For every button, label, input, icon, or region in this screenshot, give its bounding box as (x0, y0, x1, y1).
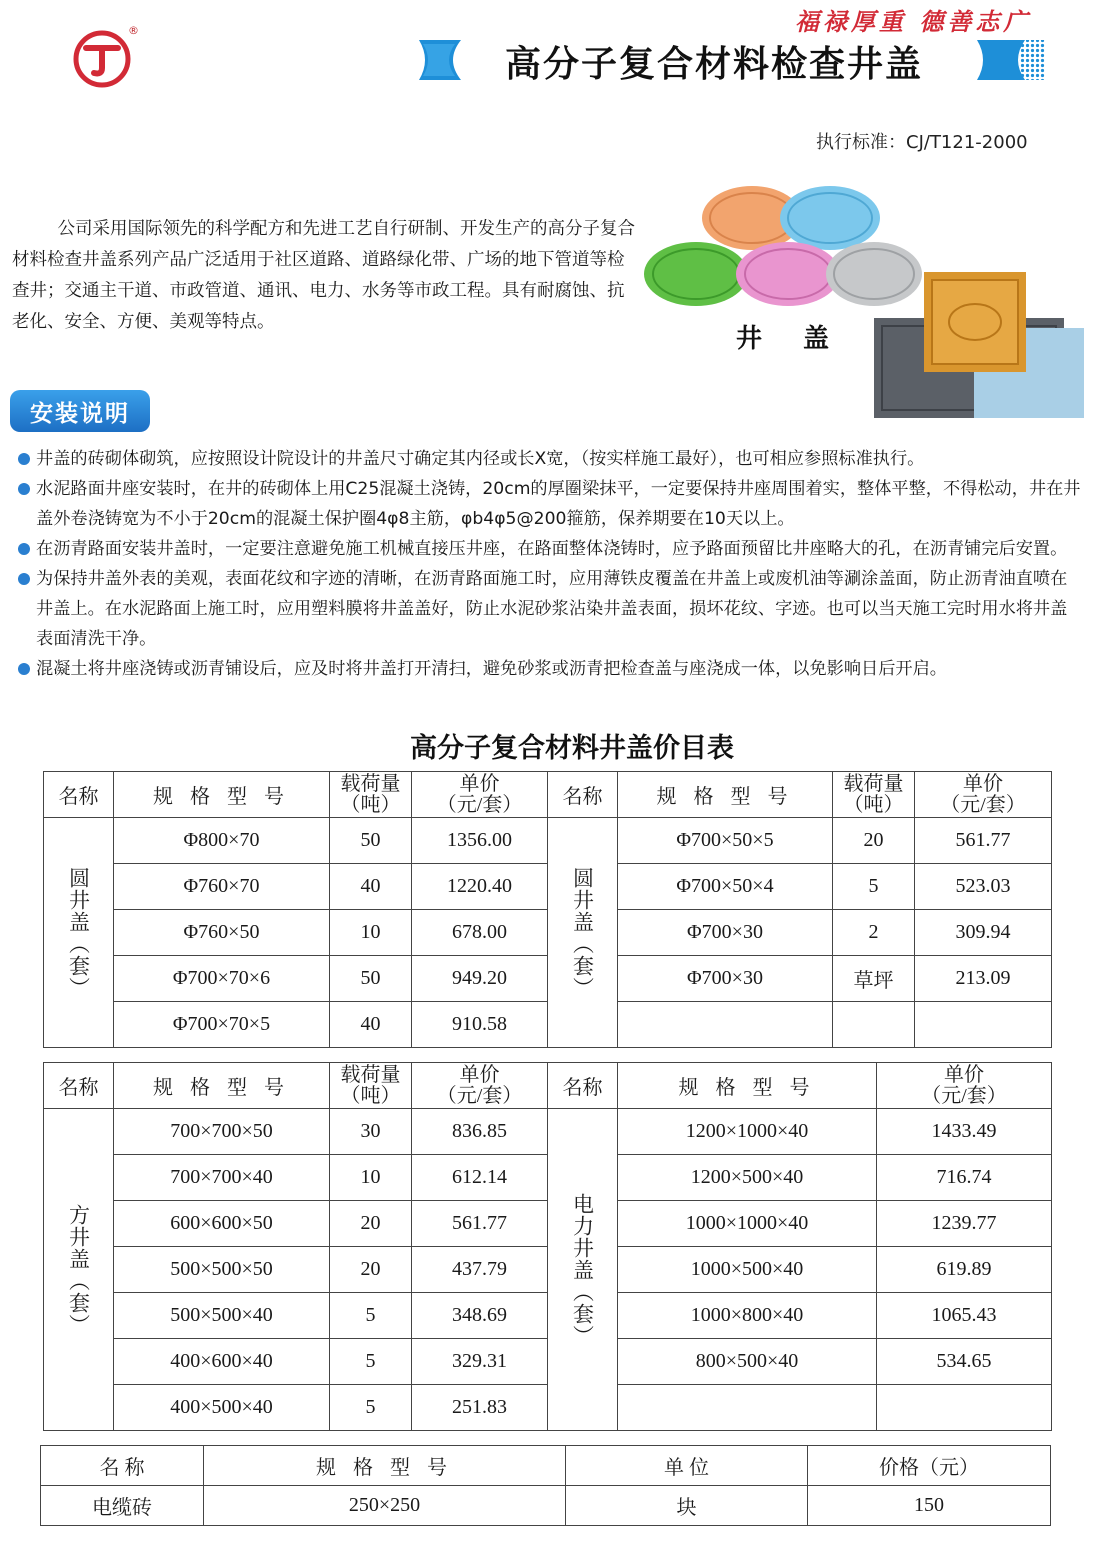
price-cell: 348.69 (412, 1293, 548, 1339)
spec-cell: Φ700×30 (618, 956, 833, 1002)
load-cell: 30 (330, 1109, 412, 1155)
price-cell: 561.77 (915, 818, 1052, 864)
header-price: 单价 （元/套） (915, 772, 1052, 818)
price-cell: 309.94 (915, 910, 1052, 956)
price-cell: 329.31 (412, 1339, 548, 1385)
list-item: 井盖的砖砌体砌筑，应按照设计院设计的井盖尺寸确定其内径或长X宽，（按实样施工最好），也可相应参照标准执行。 (16, 444, 1084, 474)
bullet-icon (18, 573, 30, 585)
category-cell: 圆井盖（套） (548, 818, 618, 1048)
spec-cell: 1000×800×40 (618, 1293, 877, 1339)
price-cell: 949.20 (412, 956, 548, 1002)
price-cell: 534.65 (877, 1339, 1052, 1385)
header-load: 载荷量 （吨） (833, 772, 915, 818)
spec-cell: 500×500×50 (114, 1247, 330, 1293)
header-name: 名称 (548, 1063, 618, 1109)
header-spec: 规 格 型 号 (114, 772, 330, 818)
list-item: 为保持井盖外表的美观，表面花纹和字迹的清晰，在沥青路面施工时，应用薄铁皮覆盖在井盖上或废机油等涮涂盖面，防止沥青油直喷在井盖上。在水泥路面上施工时，应用塑料膜将井盖盖好，防止水泥砂浆沾染井盖表面，损坏花纹、字迹。也可以当天施工完时用水将井盖表面清洗干净。 (16, 564, 1084, 654)
page-title: 高分子复合材料检查井盖 (505, 44, 924, 85)
price-cell: 561.77 (412, 1201, 548, 1247)
spec-cell: 250×250 (204, 1486, 566, 1526)
load-cell: 5 (330, 1339, 412, 1385)
spec-cell: 700×700×40 (114, 1155, 330, 1201)
header-name: 名称 (548, 772, 618, 818)
header-unit: 单 位 (566, 1446, 808, 1486)
bullet-icon (18, 663, 30, 675)
list-item: 混凝土将井座浇铸或沥青铺设后，应及时将井盖打开清扫，避免砂浆或沥青把检查盖与座浇成一体，以免影响日后开启。 (16, 654, 1084, 684)
spec-cell: 800×500×40 (618, 1339, 877, 1385)
bullet-icon (18, 543, 30, 555)
table-header-row (44, 1063, 1052, 1109)
price-cell: 612.14 (412, 1155, 548, 1201)
header-price: 单价 （元/套） (412, 1063, 548, 1109)
spec-cell: Φ700×70×6 (114, 956, 330, 1002)
category-cell: 方井盖（套） (44, 1109, 114, 1431)
intro-text: 公司采用国际领先的科学配方和先进工艺自行研制、开发生产的高分子复合材料检查井盖系列产品广泛适用于社区道路、道路绿化带、广场的地下管道等检查井；交通主干道、市政管道、通讯、电力、水务等市政工程。具有耐腐蚀、抗老化、安全、方便、美观等特点。 (12, 219, 635, 332)
price-cell: 1356.00 (412, 818, 548, 864)
table-header-row (41, 1446, 1051, 1486)
price-cell: 437.79 (412, 1247, 548, 1293)
manhole-cover-photo (642, 180, 1086, 420)
load-cell: 20 (833, 818, 915, 864)
price-cell: 619.89 (877, 1247, 1052, 1293)
round-cover-price-table (43, 771, 1052, 1048)
table-row (41, 1486, 1051, 1526)
spec-cell: Φ700×70×5 (114, 1002, 330, 1048)
price-cell: 1065.43 (877, 1293, 1052, 1339)
decor-left-icon (415, 38, 465, 82)
slogan: 福禄厚重 德善志广 (795, 7, 1032, 36)
category-cell: 电力井盖（套） (548, 1109, 618, 1431)
price-cell: 213.09 (915, 956, 1052, 1002)
header-name: 名 称 (41, 1446, 204, 1486)
header-spec: 规 格 型 号 (618, 1063, 877, 1109)
price-cell: 716.74 (877, 1155, 1052, 1201)
load-cell: 10 (330, 1155, 412, 1201)
header-price: 价格（元） (808, 1446, 1051, 1486)
load-cell: 50 (330, 956, 412, 1002)
header-spec: 规 格 型 号 (114, 1063, 330, 1109)
header-price: 单价 （元/套） (412, 772, 548, 818)
spec-cell: Φ800×70 (114, 818, 330, 864)
header-spec: 规 格 型 号 (204, 1446, 566, 1486)
load-cell: 5 (833, 864, 915, 910)
spec-cell: 1000×500×40 (618, 1247, 877, 1293)
category-cell: 圆井盖（套） (44, 818, 114, 1048)
list-item: 水泥路面井座安装时，在井的砖砌体上用C25混凝土浇铸，20cm的厚圈梁抹平，一定要保持井座周围着实，整体平整，不得松动，井在井盖外卷浇铸宽为不小于20cm的混凝土保护圈4φ8主筋，φb4φ5@200箍筋，保养期要在10天以上。 (16, 474, 1084, 534)
spec-cell: 400×600×40 (114, 1339, 330, 1385)
company-logo-icon (72, 28, 132, 88)
spec-cell: Φ700×30 (618, 910, 833, 956)
price-cell: 523.03 (915, 864, 1052, 910)
load-cell: 40 (330, 1002, 412, 1048)
price-cell (877, 1385, 1052, 1431)
load-cell: 50 (330, 818, 412, 864)
square-power-cover-price-table (43, 1062, 1052, 1431)
spec-cell: 1000×1000×40 (618, 1201, 877, 1247)
install-section-badge: 安装说明 (10, 390, 150, 432)
spec-cell: 700×700×50 (114, 1109, 330, 1155)
price-cell: 1433.49 (877, 1109, 1052, 1155)
spec-cell (618, 1385, 877, 1431)
load-cell (833, 1002, 915, 1048)
spec-cell: 400×500×40 (114, 1385, 330, 1431)
table-header-row (44, 772, 1052, 818)
bullet-icon (18, 453, 30, 465)
spec-cell (618, 1002, 833, 1048)
intro-paragraph (12, 214, 636, 338)
price-cell (915, 1002, 1052, 1048)
product-image-label: 井 盖 (736, 324, 846, 354)
header-name: 名称 (44, 772, 114, 818)
price-cell: 836.85 (412, 1109, 548, 1155)
header-load: 载荷量 （吨） (330, 1063, 412, 1109)
name-cell: 电缆砖 (41, 1486, 204, 1526)
header-name: 名称 (44, 1063, 114, 1109)
price-cell: 150 (808, 1486, 1051, 1526)
load-cell: 40 (330, 864, 412, 910)
bullet-icon (18, 483, 30, 495)
header-load: 载荷量 （吨） (330, 772, 412, 818)
header-price: 单价 （元/套） (877, 1063, 1052, 1109)
load-cell: 5 (330, 1293, 412, 1339)
decor-right-icon (975, 38, 1045, 82)
load-cell: 20 (330, 1247, 412, 1293)
spec-cell: Φ760×50 (114, 910, 330, 956)
price-cell: 1239.77 (877, 1201, 1052, 1247)
list-item: 在沥青路面安装井盖时，一定要注意避免施工机械直接压井座，在路面整体浇铸时，应予路面预留比井座略大的孔，在沥青铺完后安置。 (16, 534, 1084, 564)
load-cell: 5 (330, 1385, 412, 1431)
spec-cell: Φ700×50×5 (618, 818, 833, 864)
price-cell: 251.83 (412, 1385, 548, 1431)
spec-cell: 1200×1000×40 (618, 1109, 877, 1155)
load-cell: 10 (330, 910, 412, 956)
price-cell: 910.58 (412, 1002, 548, 1048)
cable-brick-price-table (40, 1445, 1051, 1526)
spec-cell: Φ760×70 (114, 864, 330, 910)
price-cell: 1220.40 (412, 864, 548, 910)
load-cell: 草坪 (833, 956, 915, 1002)
load-cell: 20 (330, 1201, 412, 1247)
spec-cell: 500×500×40 (114, 1293, 330, 1339)
spec-cell: 1200×500×40 (618, 1155, 877, 1201)
registered-mark: ® (128, 24, 139, 37)
unit-cell: 块 (566, 1486, 808, 1526)
load-cell: 2 (833, 910, 915, 956)
spec-cell: 600×600×50 (114, 1201, 330, 1247)
spec-cell: Φ700×50×4 (618, 864, 833, 910)
table-row (44, 818, 1052, 864)
install-list (16, 444, 1084, 684)
table-row (44, 1109, 1052, 1155)
header-spec: 规 格 型 号 (618, 772, 833, 818)
price-cell: 678.00 (412, 910, 548, 956)
price-list-title: 高分子复合材料井盖价目表 (410, 733, 734, 764)
standard-reference: 执行标准：CJ/T121-2000 (816, 132, 1028, 153)
